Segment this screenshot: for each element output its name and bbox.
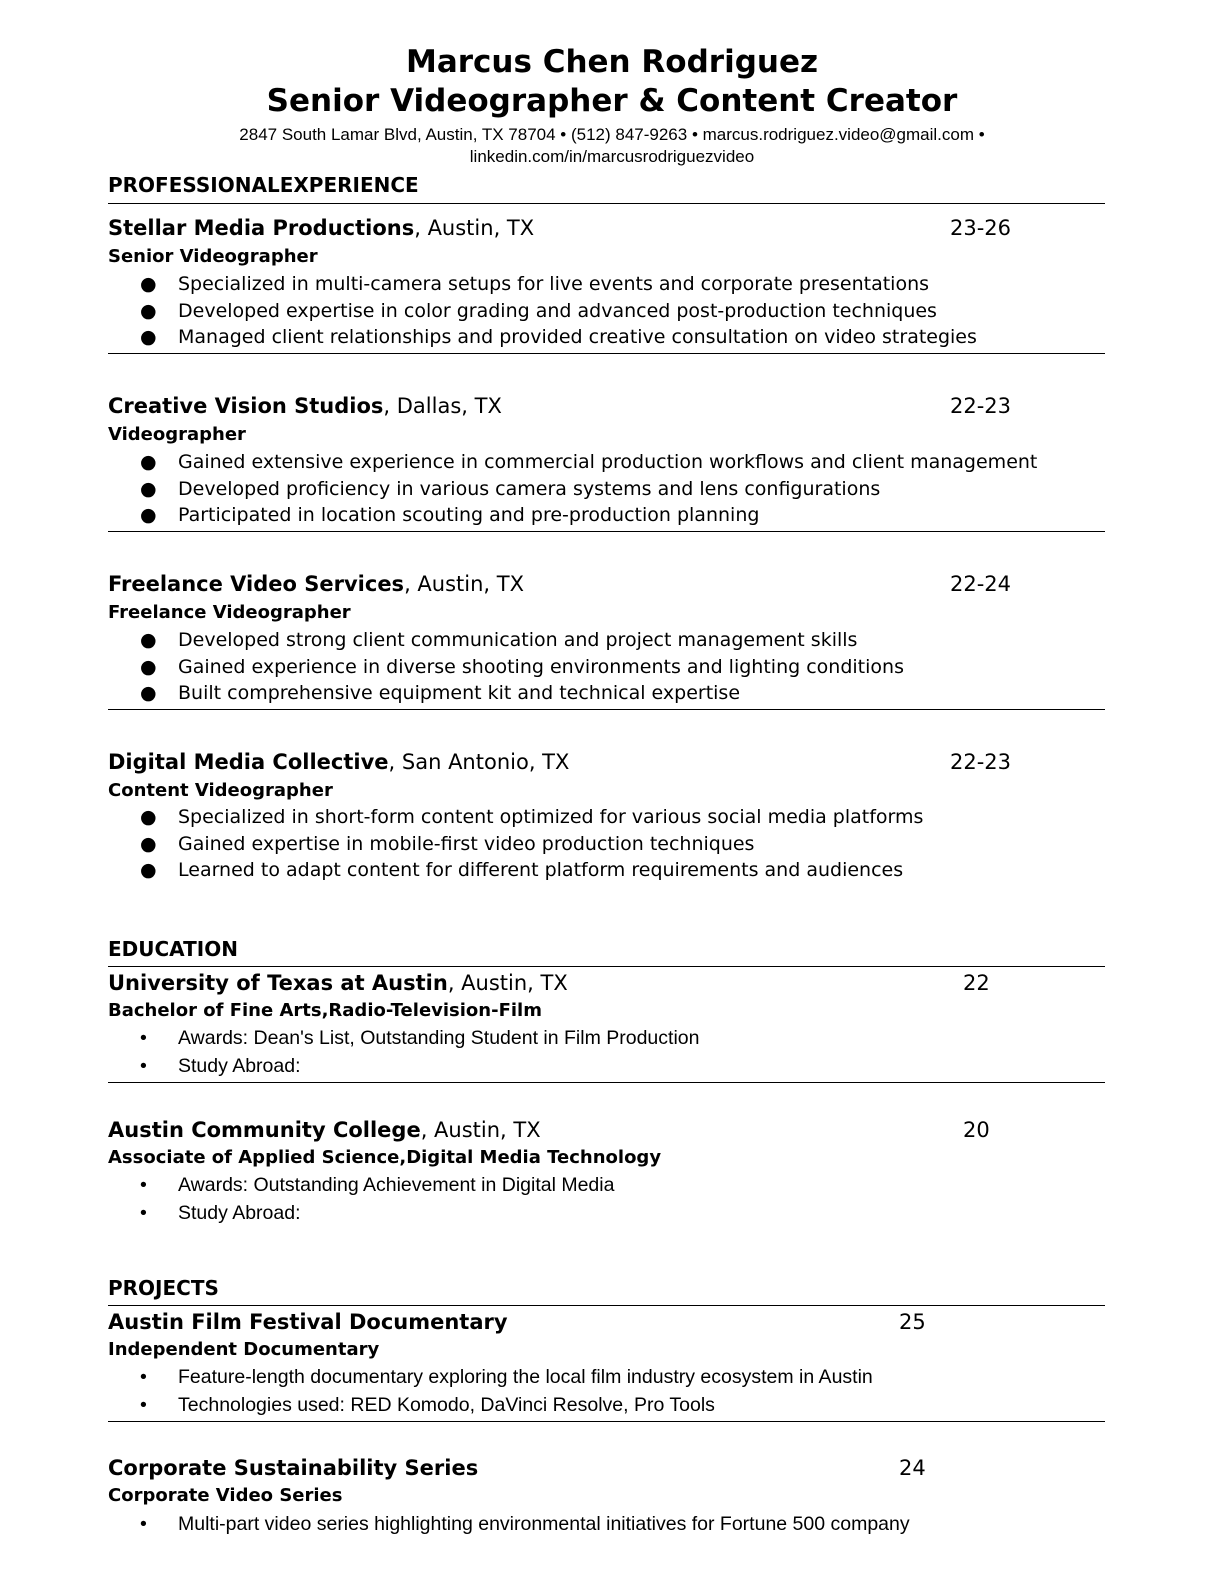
bullet-icon: ● [140, 833, 157, 855]
list-item: ● Participated in location scouting and pre-production planning [140, 504, 760, 526]
project-year: 24 [899, 1456, 926, 1480]
project-type: Independent Documentary [108, 1339, 380, 1360]
project-header [108, 1455, 478, 1481]
bullet-icon: ● [140, 859, 157, 881]
divider [108, 709, 1105, 710]
divider [108, 203, 1105, 204]
divider [108, 1305, 1105, 1306]
company-name: Creative Vision Studios [108, 394, 384, 418]
degree: Bachelor of Fine Arts,Radio-Television-Film [108, 1000, 542, 1021]
job-header [108, 749, 569, 775]
job-role: Freelance Videographer [108, 602, 351, 623]
list-item: • Study Abroad: [140, 1202, 301, 1224]
candidate-name: Marcus Chen Rodriguez [405, 44, 819, 80]
bullet-icon: ● [140, 629, 157, 651]
list-item: ● Gained extensive experience in commercial production workflows and client management [140, 451, 1038, 473]
divider [108, 1421, 1105, 1422]
candidate-title: Senior Videographer & Content Creator [266, 83, 958, 119]
school-location: , Austin, TX [447, 971, 568, 995]
job-header [108, 215, 534, 241]
project-name: Austin Film Festival Documentary [108, 1310, 508, 1334]
divider [108, 1082, 1105, 1083]
company-location: , San Antonio, TX [388, 750, 570, 774]
school-header [108, 970, 568, 996]
list-item: ● Developed expertise in color grading and advanced post-production techniques [140, 300, 937, 322]
job-dates: 22-23 [950, 394, 1012, 418]
job-dates: 22-24 [950, 572, 1012, 596]
contact-line: 2847 South Lamar Blvd, Austin, TX 78704 • (512) 847-9263 • marcus.rodriguez.video@gmail.com • [239, 125, 985, 144]
list-item: ● Gained expertise in mobile-first video production techniques [140, 833, 755, 855]
bullet-icon: • [140, 1174, 147, 1196]
project-header [108, 1309, 508, 1335]
company-name: Digital Media Collective [108, 750, 389, 774]
company-location: , Austin, TX [414, 216, 535, 240]
bullet-icon: • [140, 1027, 147, 1049]
school-name: University of Texas at Austin [108, 971, 448, 995]
bullet-icon: ● [140, 682, 157, 704]
degree: Associate of Applied Science,Digital Media Technology [108, 1147, 662, 1168]
job-header [108, 393, 502, 419]
list-item: • Awards: Dean's List, Outstanding Student in Film Production [140, 1027, 700, 1049]
company-location: , Austin, TX [404, 572, 524, 596]
bullet-icon: • [140, 1202, 147, 1224]
divider [108, 353, 1105, 354]
list-item: ● Specialized in multi-camera setups for live events and corporate presentations [140, 273, 930, 295]
linkedin-link[interactable]: linkedin.com/in/marcusrodriguezvideo [469, 147, 755, 166]
school-name: Austin Community College [108, 1118, 421, 1142]
project-year: 25 [899, 1310, 926, 1334]
school-location: , Austin, TX [420, 1118, 541, 1142]
list-item: ● Managed client relationships and provided creative consultation on video strategies [140, 326, 977, 348]
list-item: ● Specialized in short-form content optimized for various social media platforms [140, 806, 924, 828]
list-item: ● Gained experience in diverse shooting environments and lighting conditions [140, 656, 904, 678]
list-item: • Feature-length documentary exploring the local film industry ecosystem in Austin [140, 1366, 873, 1388]
bullet-icon: ● [140, 656, 157, 678]
project-name: Corporate Sustainability Series [108, 1456, 479, 1480]
bullet-icon: ● [140, 326, 157, 348]
divider [108, 531, 1105, 532]
company-name: Stellar Media Productions [108, 216, 415, 240]
bullet-icon: ● [140, 273, 157, 295]
bullet-icon: • [140, 1055, 147, 1077]
bullet-icon: ● [140, 451, 157, 473]
list-item: ● Learned to adapt content for different platform requirements and audiences [140, 859, 904, 881]
company-name: Freelance Video Services [108, 572, 405, 596]
experience-heading: PROFESSIONALEXPERIENCE [108, 173, 419, 197]
school-header [108, 1117, 541, 1143]
list-item: ● Developed proficiency in various camera systems and lens configurations [140, 478, 881, 500]
list-item: • Awards: Outstanding Achievement in Digital Media [140, 1174, 615, 1196]
job-dates: 22-23 [950, 750, 1012, 774]
bullet-icon: ● [140, 478, 157, 500]
school-year: 20 [963, 1118, 990, 1142]
bullet-icon: ● [140, 300, 157, 322]
project-type: Corporate Video Series [108, 1485, 343, 1506]
job-role: Content Videographer [108, 780, 333, 801]
job-header [108, 571, 524, 597]
bullet-icon: ● [140, 504, 157, 526]
bullet-icon: • [140, 1366, 147, 1388]
list-item: • Technologies used: RED Komodo, DaVinci Resolve, Pro Tools [140, 1394, 715, 1416]
bullet-icon: • [140, 1513, 147, 1535]
projects-heading: PROJECTS [108, 1276, 219, 1300]
list-item: ● Developed strong client communication and project management skills [140, 629, 858, 651]
job-role: Senior Videographer [108, 246, 318, 267]
bullet-icon: ● [140, 806, 157, 828]
list-item: ● Built comprehensive equipment kit and technical expertise [140, 682, 741, 704]
company-location: , Dallas, TX [383, 394, 502, 418]
list-item: • Study Abroad: [140, 1055, 301, 1077]
divider [108, 966, 1105, 967]
bullet-icon: • [140, 1394, 147, 1416]
school-year: 22 [963, 971, 990, 995]
job-dates: 23-26 [950, 216, 1012, 240]
education-heading: EDUCATION [108, 937, 238, 961]
list-item: • Multi-part video series highlighting environmental initiatives for Fortune 500 company [140, 1513, 910, 1535]
job-role: Videographer [108, 424, 246, 445]
